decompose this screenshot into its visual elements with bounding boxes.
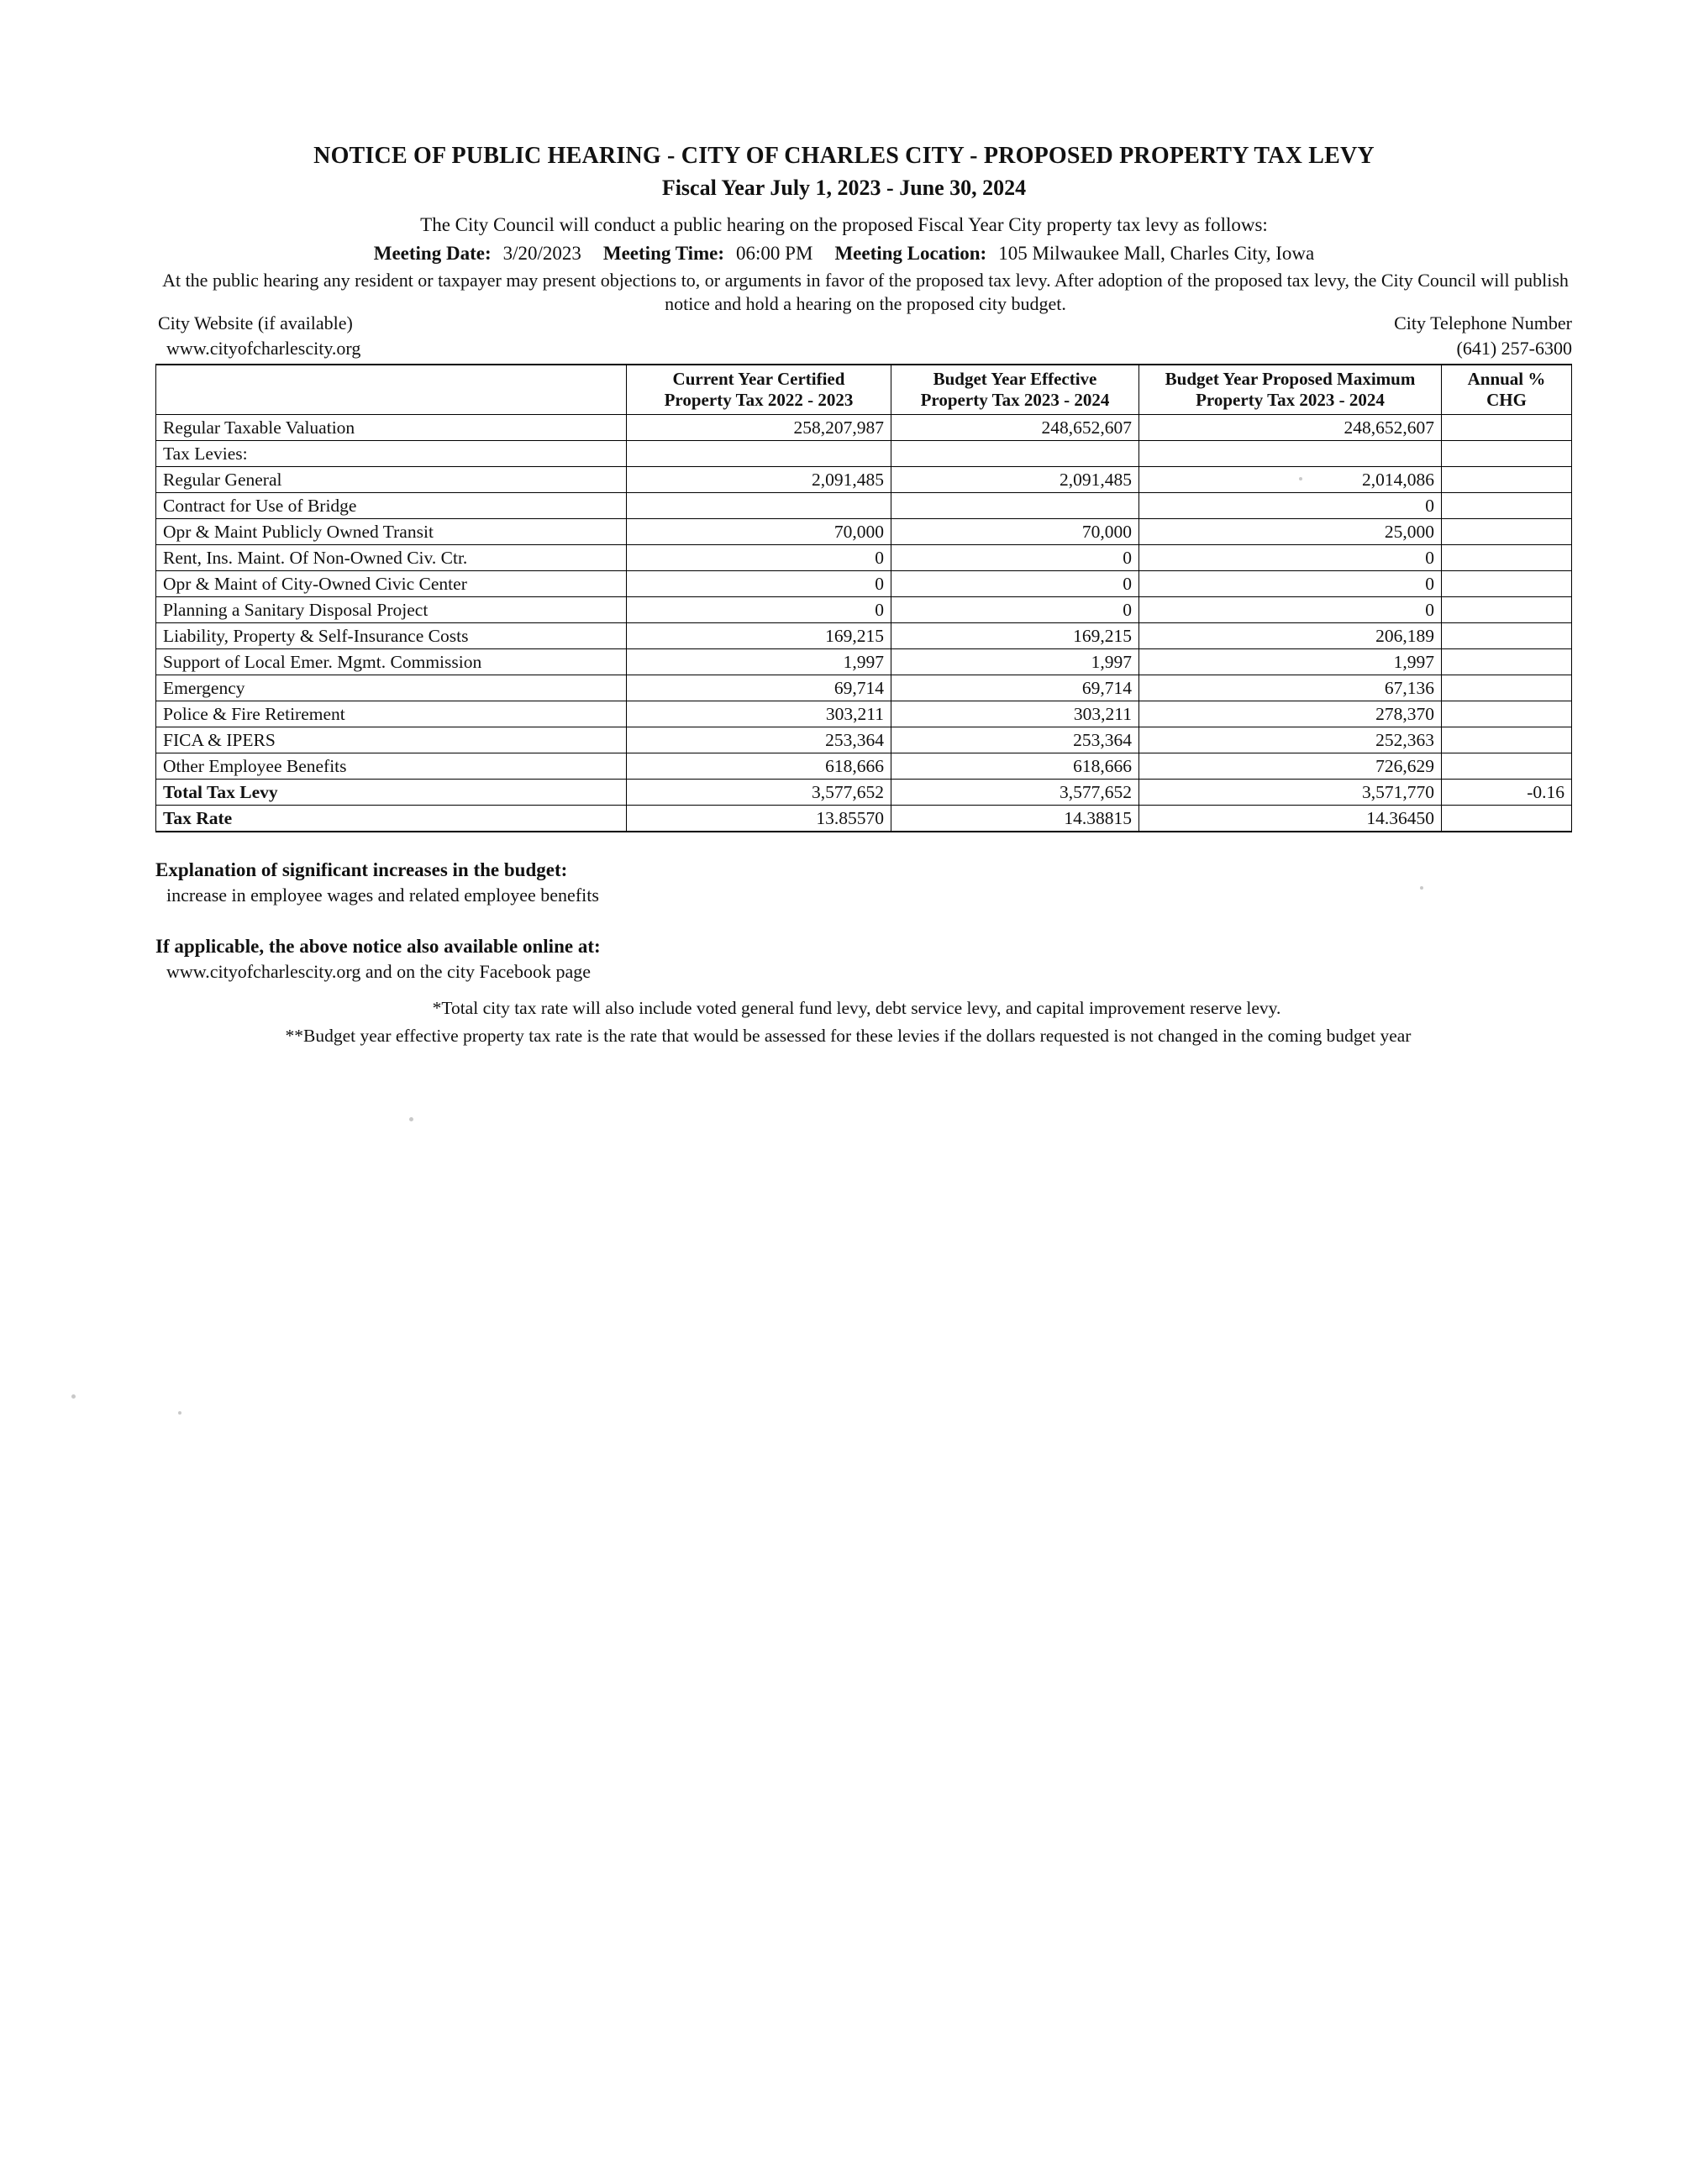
city-website-label: City Website (if available) (158, 312, 353, 333)
scan-speckle (409, 1117, 413, 1121)
city-telephone-value: (641) 257-6300 (1456, 337, 1572, 359)
online-availability-body: www.cityofcharlescity.org and on the city Facebook page (166, 960, 592, 982)
cell-budget-year-proposed-maximum: 25,000 (1139, 519, 1442, 545)
column-header-blank (156, 365, 627, 415)
cell-annual-pct-chg (1442, 623, 1572, 649)
cell-annual-pct-chg (1442, 519, 1572, 545)
meeting-date-label: Meeting Date: (373, 243, 492, 264)
cell-budget-year-effective: 3,577,652 (891, 780, 1139, 806)
table-row (156, 441, 1572, 467)
meeting-time-value: 06:00 PM (736, 243, 813, 264)
table-row (156, 649, 1572, 675)
cell-current-year-certified: 13.85570 (627, 806, 891, 832)
cell-current-year-certified (627, 493, 891, 519)
row-label: Opr & Maint of City-Owned Civic Center (156, 571, 627, 597)
cell-budget-year-effective: 618,666 (891, 753, 1139, 780)
cell-current-year-certified: 303,211 (627, 701, 891, 727)
table-row (156, 780, 1572, 806)
cell-annual-pct-chg: -0.16 (1442, 780, 1572, 806)
table-row (156, 701, 1572, 727)
column-header-line-2: Property Tax 2023 - 2024 (1196, 390, 1385, 410)
cell-budget-year-proposed-maximum: 67,136 (1139, 675, 1442, 701)
column-header-line-1: Annual % (1467, 369, 1546, 390)
cell-budget-year-effective: 1,997 (891, 649, 1139, 675)
cell-annual-pct-chg (1442, 493, 1572, 519)
scan-speckle (71, 1394, 76, 1399)
cell-current-year-certified: 169,215 (627, 623, 891, 649)
cell-budget-year-effective (891, 441, 1139, 467)
column-header-line-2: Property Tax 2023 - 2024 (920, 390, 1110, 410)
cell-budget-year-effective (891, 493, 1139, 519)
row-label: Emergency (156, 675, 627, 701)
intro-text: The City Council will conduct a public hearing on the proposed Fiscal Year City property tax levy as follows: (420, 214, 1268, 235)
table-header-row (156, 365, 1572, 415)
cell-budget-year-proposed-maximum: 0 (1139, 597, 1442, 623)
table-row (156, 571, 1572, 597)
cell-current-year-certified: 0 (627, 545, 891, 571)
row-label: FICA & IPERS (156, 727, 627, 753)
footer-notes (0, 857, 1688, 1048)
explanation-body: increase in employee wages and related employee benefits (166, 885, 599, 906)
table-row (156, 467, 1572, 493)
cell-budget-year-proposed-maximum: 206,189 (1139, 623, 1442, 649)
cell-budget-year-effective: 303,211 (891, 701, 1139, 727)
cell-budget-year-proposed-maximum: 2,014,086 (1139, 467, 1442, 493)
cell-current-year-certified: 0 (627, 571, 891, 597)
city-telephone-label: City Telephone Number (1394, 312, 1572, 333)
online-availability-heading: If applicable, the above notice also available online at: (155, 935, 601, 957)
table-header (156, 365, 1572, 415)
cell-current-year-certified: 2,091,485 (627, 467, 891, 493)
table-body (156, 415, 1572, 832)
meeting-time-label: Meeting Time: (602, 243, 725, 264)
footnote-budget-year-effective-rate: **Budget year effective property tax rate is the rate that would be assessed for these levies if the dollars requested is not changed in the coming budget year (285, 1025, 1412, 1046)
property-tax-levy-table-container (155, 364, 1571, 832)
table-row (156, 753, 1572, 780)
cell-budget-year-proposed-maximum: 14.36450 (1139, 806, 1442, 832)
cell-budget-year-proposed-maximum: 0 (1139, 571, 1442, 597)
cell-budget-year-effective: 14.38815 (891, 806, 1139, 832)
notice-paragraph: At the public hearing any resident or taxpayer may present objections to, or arguments in favor of the proposed tax levy. After adoption of the proposed tax levy, the City Council will publish notice and hold a hearing on the proposed city budget. (162, 270, 1569, 315)
page-title: NOTICE OF PUBLIC HEARING - CITY OF CHARLES CITY - PROPOSED PROPERTY TAX LEVY (313, 143, 1375, 169)
cell-budget-year-effective: 0 (891, 545, 1139, 571)
row-label: Regular General (156, 467, 627, 493)
cell-current-year-certified: 3,577,652 (627, 780, 891, 806)
cell-current-year-certified: 258,207,987 (627, 415, 891, 441)
cell-budget-year-effective: 0 (891, 571, 1139, 597)
meeting-date-value: 3/20/2023 (502, 243, 581, 264)
column-header-budget-year-proposed-maximum (1139, 365, 1442, 415)
table-row (156, 493, 1572, 519)
cell-budget-year-proposed-maximum: 0 (1139, 493, 1442, 519)
cell-budget-year-proposed-maximum (1139, 441, 1442, 467)
column-header-annual-pct-chg (1442, 365, 1572, 415)
column-header-line-1: Budget Year Effective (933, 369, 1097, 390)
table-row (156, 519, 1572, 545)
row-label: Tax Rate (156, 806, 627, 832)
column-header-line-1: Budget Year Proposed Maximum (1165, 369, 1416, 390)
table-row (156, 623, 1572, 649)
cell-budget-year-proposed-maximum: 1,997 (1139, 649, 1442, 675)
cell-annual-pct-chg (1442, 545, 1572, 571)
table-row (156, 545, 1572, 571)
title-block (0, 141, 1688, 202)
row-label: Total Tax Levy (156, 780, 627, 806)
row-label: Opr & Maint Publicly Owned Transit (156, 519, 627, 545)
row-label: Tax Levies: (156, 441, 627, 467)
row-label: Other Employee Benefits (156, 753, 627, 780)
cell-budget-year-effective: 253,364 (891, 727, 1139, 753)
cell-budget-year-effective: 0 (891, 597, 1139, 623)
table-row (156, 675, 1572, 701)
row-label: Rent, Ins. Maint. Of Non-Owned Civ. Ctr. (156, 545, 627, 571)
cell-current-year-certified: 253,364 (627, 727, 891, 753)
cell-current-year-certified (627, 441, 891, 467)
city-telephone-block (1394, 311, 1572, 360)
cell-annual-pct-chg (1442, 806, 1572, 832)
cell-annual-pct-chg (1442, 753, 1572, 780)
cell-budget-year-effective: 248,652,607 (891, 415, 1139, 441)
cell-budget-year-proposed-maximum: 278,370 (1139, 701, 1442, 727)
cell-current-year-certified: 69,714 (627, 675, 891, 701)
cell-annual-pct-chg (1442, 597, 1572, 623)
cell-budget-year-effective: 69,714 (891, 675, 1139, 701)
row-label: Liability, Property & Self-Insurance Costs (156, 623, 627, 649)
explanation-heading: Explanation of significant increases in the budget: (155, 859, 568, 880)
cell-budget-year-proposed-maximum: 248,652,607 (1139, 415, 1442, 441)
table-row (156, 597, 1572, 623)
city-website-block (158, 311, 360, 360)
column-header-line-2: Property Tax 2022 - 2023 (664, 390, 854, 410)
cell-annual-pct-chg (1442, 571, 1572, 597)
cell-current-year-certified: 0 (627, 597, 891, 623)
footnote-total-city-tax-rate: *Total city tax rate will also include voted general fund levy, debt service levy, and capital improvement reserve levy. (432, 998, 1281, 1019)
row-label: Contract for Use of Bridge (156, 493, 627, 519)
city-website-value: www.cityofcharlescity.org (166, 337, 361, 359)
row-label: Police & Fire Retirement (156, 701, 627, 727)
row-label: Planning a Sanitary Disposal Project (156, 597, 627, 623)
column-header-budget-year-effective (891, 365, 1139, 415)
cell-budget-year-proposed-maximum: 726,629 (1139, 753, 1442, 780)
table-row (156, 806, 1572, 832)
cell-annual-pct-chg (1442, 415, 1572, 441)
column-header-line-1: Current Year Certified (672, 369, 845, 390)
cell-current-year-certified: 618,666 (627, 753, 891, 780)
meeting-location-label: Meeting Location: (834, 243, 987, 264)
cell-current-year-certified: 70,000 (627, 519, 891, 545)
cell-annual-pct-chg (1442, 701, 1572, 727)
cell-current-year-certified: 1,997 (627, 649, 891, 675)
table-row (156, 727, 1572, 753)
row-label: Regular Taxable Valuation (156, 415, 627, 441)
cell-annual-pct-chg (1442, 441, 1572, 467)
property-tax-levy-table (155, 364, 1572, 832)
cell-budget-year-effective: 2,091,485 (891, 467, 1139, 493)
page-subtitle: Fiscal Year July 1, 2023 - June 30, 2024 (661, 176, 1027, 200)
cell-budget-year-effective: 70,000 (891, 519, 1139, 545)
cell-annual-pct-chg (1442, 649, 1572, 675)
cell-budget-year-proposed-maximum: 0 (1139, 545, 1442, 571)
row-label: Support of Local Emer. Mgmt. Commission (156, 649, 627, 675)
column-header-line-2: CHG (1486, 390, 1527, 410)
meeting-location-value: 105 Milwaukee Mall, Charles City, Iowa (998, 243, 1315, 264)
cell-budget-year-proposed-maximum: 3,571,770 (1139, 780, 1442, 806)
cell-annual-pct-chg (1442, 727, 1572, 753)
cell-budget-year-proposed-maximum: 252,363 (1139, 727, 1442, 753)
meeting-details (0, 241, 1688, 266)
cell-annual-pct-chg (1442, 675, 1572, 701)
cell-annual-pct-chg (1442, 467, 1572, 493)
table-row (156, 415, 1572, 441)
scan-speckle (178, 1411, 181, 1415)
column-header-current-year-certified (627, 365, 891, 415)
cell-budget-year-effective: 169,215 (891, 623, 1139, 649)
